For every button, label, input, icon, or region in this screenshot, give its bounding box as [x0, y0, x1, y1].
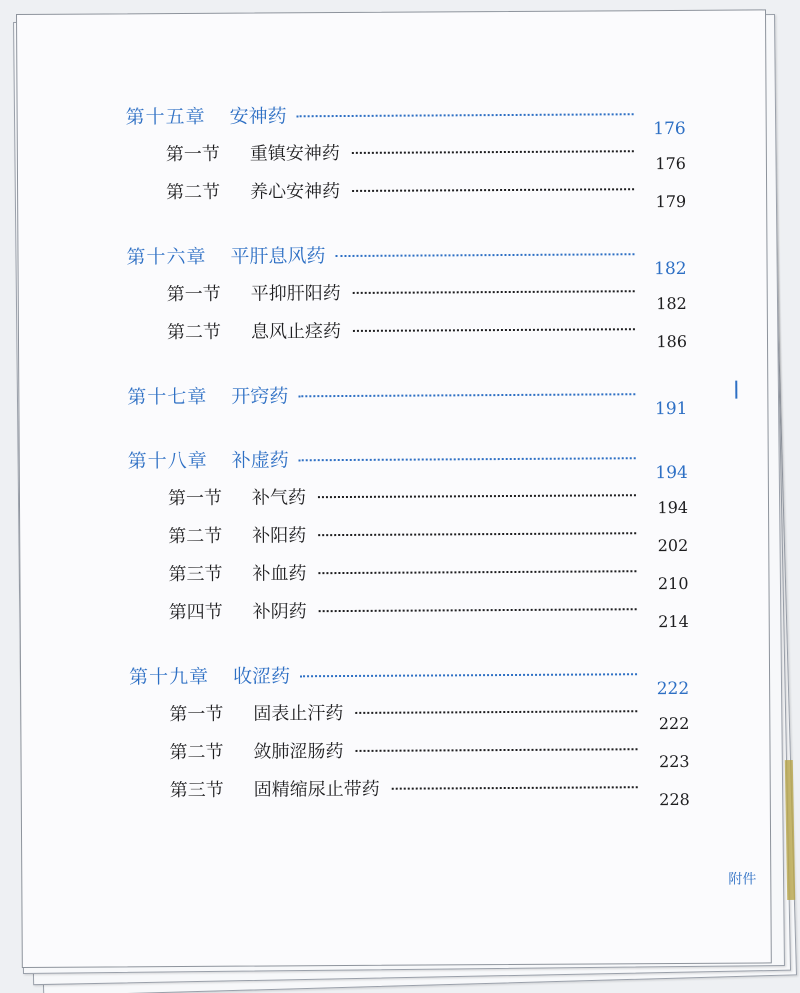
dot-leader [318, 570, 636, 574]
dot-leader [353, 290, 635, 294]
section-page-number: 186 [656, 331, 688, 352]
section-row[interactable] [129, 595, 689, 636]
chapter-page-number: 191 [654, 398, 688, 420]
dot-leader [335, 253, 634, 257]
section-number: 第二节 [169, 741, 224, 764]
section-number: 第三节 [169, 779, 224, 802]
section-page-number: 214 [658, 611, 689, 632]
chapter-number: 第十八章 [127, 449, 208, 473]
section-page-number: 202 [657, 535, 689, 556]
section-title: 重镇安神药 [249, 143, 340, 165]
section-number: 第四节 [168, 601, 223, 624]
section-title: 补阴药 [252, 601, 307, 623]
section-row[interactable] [126, 175, 686, 216]
chapter-row[interactable] [127, 379, 687, 420]
section-page-number: 223 [658, 751, 690, 772]
chapter-entry [126, 99, 687, 216]
section-row[interactable] [128, 519, 688, 560]
chapter-page-number: 194 [655, 462, 688, 484]
dot-leader [300, 673, 637, 677]
section-row[interactable] [126, 137, 686, 178]
section-title: 敛肺涩肠药 [253, 741, 344, 763]
dot-leader [353, 328, 635, 332]
section-row[interactable] [127, 315, 687, 356]
dot-leader [392, 786, 638, 790]
chapter-entry [128, 443, 689, 636]
dot-leader [318, 494, 636, 498]
section-number: 第二节 [168, 525, 223, 548]
section-title: 平抑肝阳药 [250, 283, 341, 305]
section-title: 补阳药 [252, 525, 307, 547]
chapter-page-number: 222 [656, 678, 690, 700]
dot-leader [356, 748, 638, 752]
section-row[interactable] [128, 557, 688, 598]
toc-page [16, 9, 772, 968]
cover-edge [785, 760, 795, 900]
section-page-number: 194 [657, 497, 689, 518]
section-title: 固精缩尿止带药 [253, 778, 380, 801]
section-page-number: 179 [655, 191, 687, 212]
dot-leader [318, 532, 636, 536]
chapter-row[interactable] [126, 99, 686, 140]
dot-leader [298, 393, 635, 397]
section-row[interactable] [127, 277, 687, 318]
section-page-number: 228 [659, 789, 690, 810]
section-page-number: 176 [655, 153, 686, 174]
section-title: 补血药 [252, 563, 307, 585]
section-number: 第三节 [168, 563, 223, 586]
chapter-row[interactable] [126, 239, 686, 280]
section-title: 息风止痉药 [250, 321, 342, 343]
section-number: 第一节 [167, 487, 223, 510]
chapter-title: 收涩药 [232, 665, 291, 688]
section-number: 第一节 [169, 703, 224, 726]
section-row[interactable] [128, 481, 688, 522]
chapter-page-number: 182 [654, 258, 687, 280]
chapter-entry [129, 659, 690, 814]
section-page-number: 210 [657, 573, 689, 594]
chapter-title: 补虚药 [231, 449, 289, 472]
section-page-number: 182 [656, 293, 687, 314]
chapter-title: 安神药 [229, 105, 287, 128]
chapter-number: 第十七章 [127, 385, 208, 409]
section-title: 养心安神药 [250, 181, 341, 203]
section-row[interactable] [129, 697, 689, 738]
dot-leader [352, 188, 634, 192]
section-title: 补气药 [251, 487, 307, 509]
dot-leader [297, 113, 634, 117]
dot-leader [319, 608, 637, 612]
section-row[interactable] [129, 735, 689, 776]
section-title: 固表止汗药 [253, 703, 344, 725]
chapter-number: 第十五章 [125, 105, 206, 129]
chapter-number: 第十九章 [128, 665, 210, 689]
chapter-title: 平肝息风药 [230, 245, 326, 268]
section-page-number: 222 [658, 713, 690, 734]
chapter-title: 开窍药 [231, 385, 289, 408]
section-row[interactable] [130, 773, 690, 814]
table-of-contents [126, 99, 690, 840]
section-number: 第二节 [166, 181, 221, 204]
chapter-entry [127, 379, 687, 420]
chapter-entry [126, 239, 687, 356]
chapter-page-number: 176 [653, 118, 686, 140]
section-number: 第二节 [166, 321, 222, 344]
margin-mark [735, 381, 737, 399]
dot-leader [352, 150, 634, 154]
dot-leader [355, 710, 637, 714]
section-number: 第一节 [165, 143, 220, 166]
chapter-number: 第十六章 [126, 245, 207, 269]
dot-leader [299, 457, 636, 461]
section-number: 第一节 [166, 283, 221, 306]
chapter-row[interactable] [128, 443, 688, 484]
side-note: 附件 [728, 871, 757, 888]
chapter-row[interactable] [129, 659, 689, 700]
